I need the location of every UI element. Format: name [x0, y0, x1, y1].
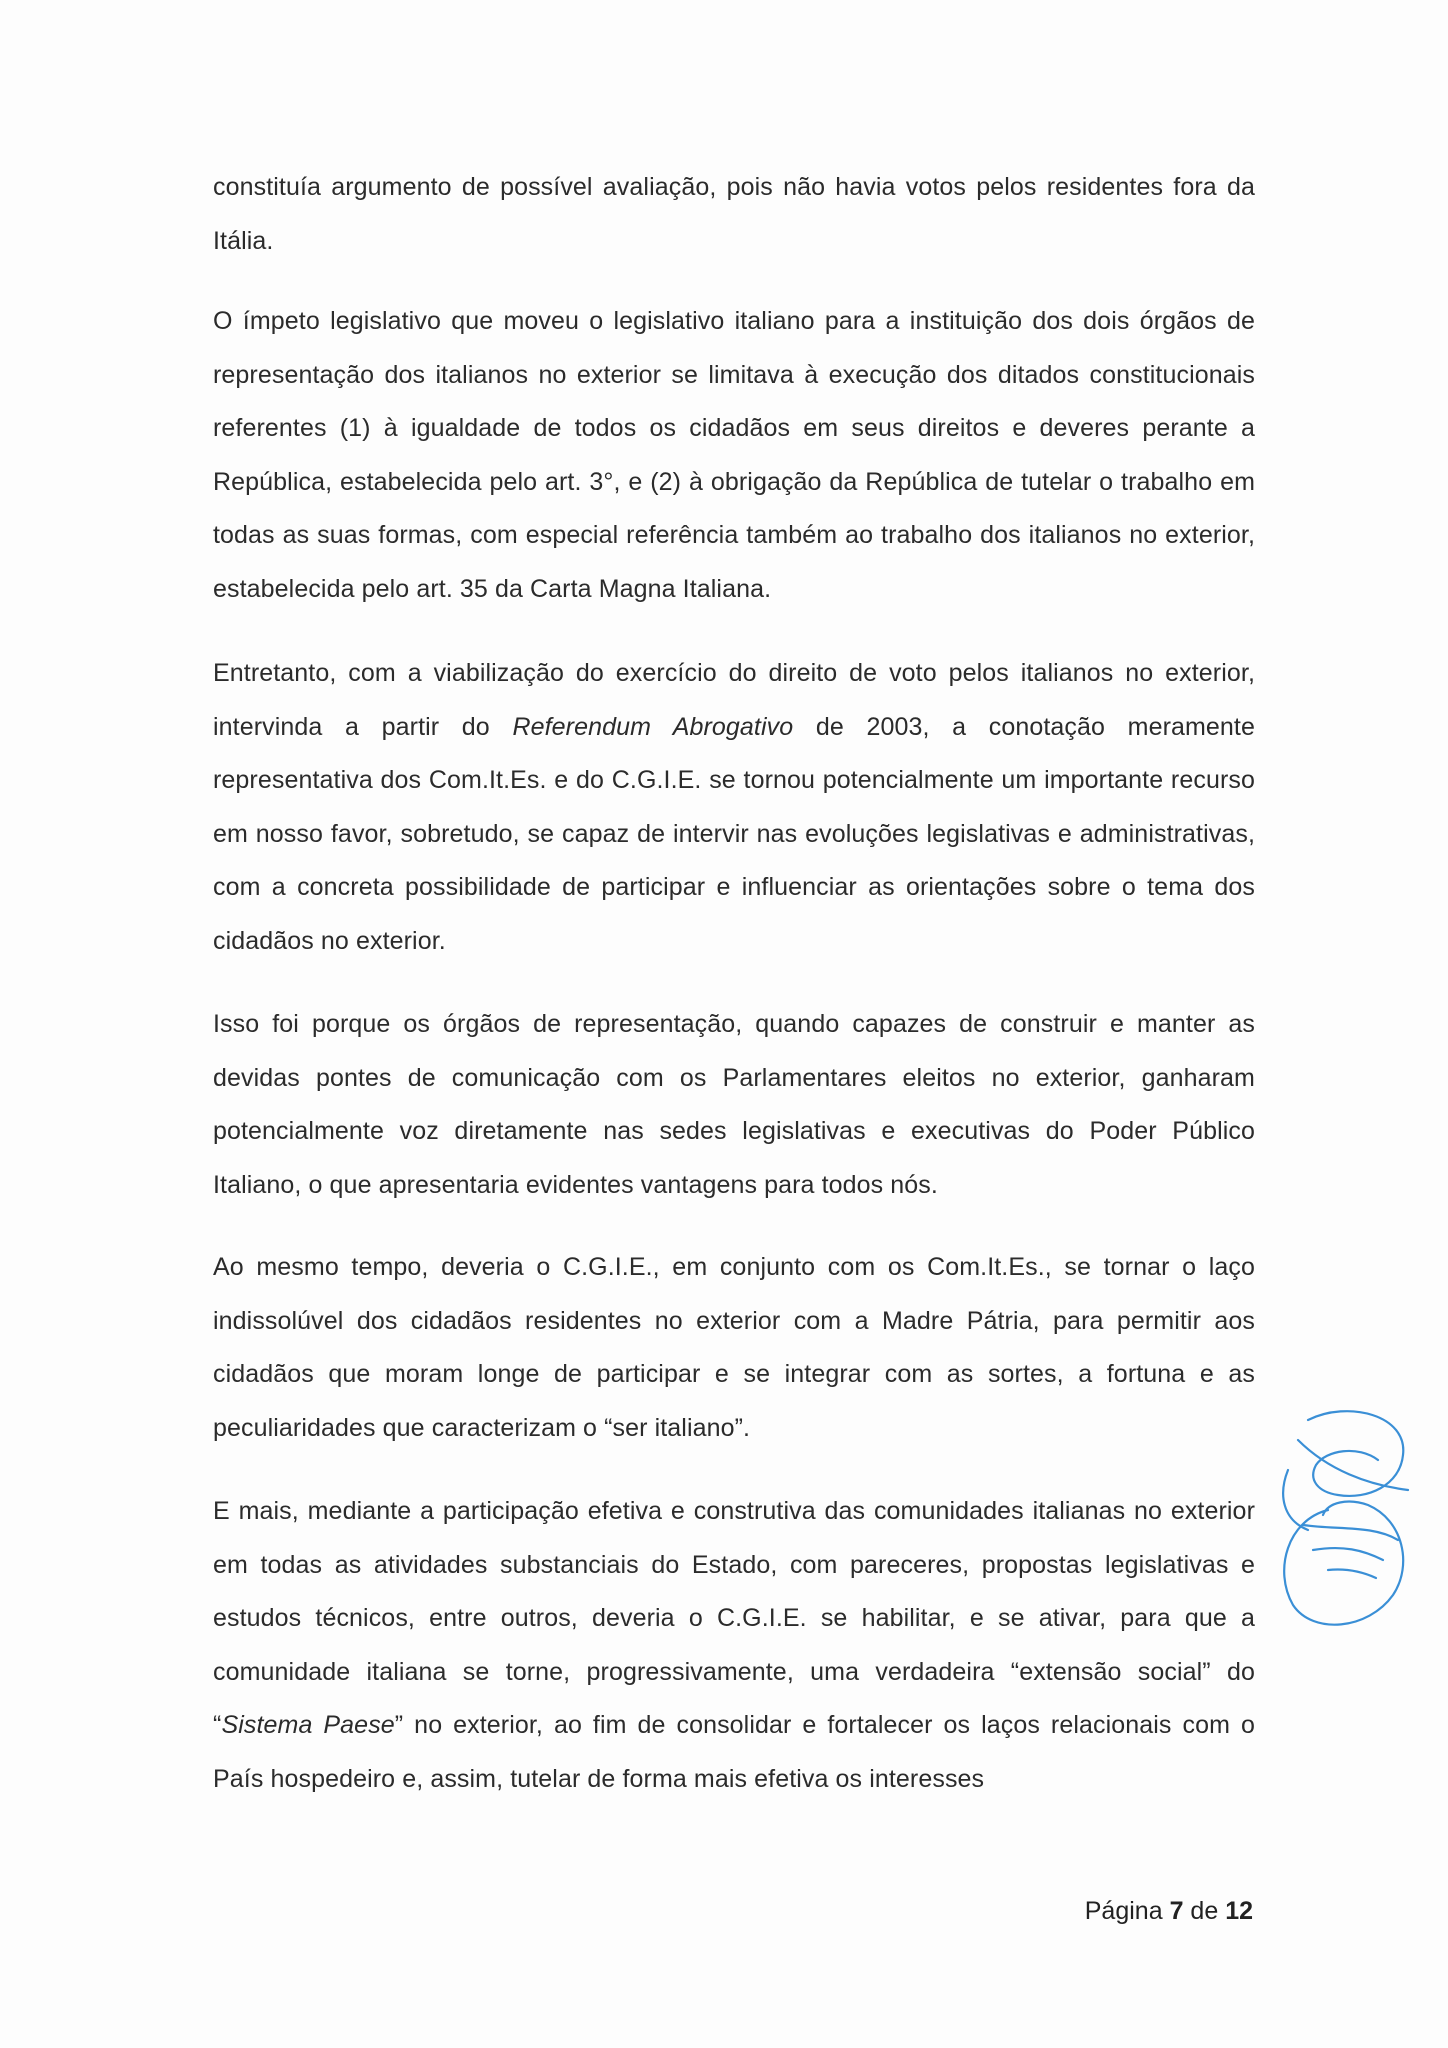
paragraph-3 [213, 647, 1255, 968]
page-footer [1085, 1891, 1253, 1931]
paragraph-3-text-b: de 2003, a conotação meramente representativa dos Com.It.Es. e do C.G.I.E. se tornou potencialmente um importante recurso em nosso favor, sobretudo, se capaz de intervir nas evoluções legislativas e administrativas, com a concreta possibilidade de participar e influenciar as orientações sobre o tema dos cidadãos no exterior. [213, 712, 1255, 955]
footer-de-label: de [1190, 1897, 1219, 1925]
paragraph-5 [213, 1241, 1255, 1455]
paragraph-6-text-a: E mais, mediante a participação efetiva e construtiva das comunidades italianas no exterior em todas as atividades substanciais do Estado, com pareceres, propostas legislativas e estudos técnicos, entre outros, deveria o C.G.I.E. se habilitar, e se ativar, para que a comunidade italiana se torne, progressivamente, uma verdadeira “extensão social” do “ [213, 1497, 1255, 1739]
paragraph-6-text-b: ” no exterior, ao fim de consolidar e fortalecer os laços relacionais com o País hospedeiro e, assim, tutelar de forma mais efetiva os interesses [213, 1711, 1255, 1793]
paragraph-6 [213, 1485, 1255, 1806]
paragraph-1 [213, 161, 1255, 268]
footer-pagina-label: Página [1084, 1897, 1163, 1925]
paragraph-4 [213, 998, 1255, 1212]
handwritten-signature [1268, 1400, 1418, 1635]
paragraph-5-text: Ao mesmo tempo, deveria o C.G.I.E., em conjunto com os Com.It.Es., se tornar o laço indissolúvel dos cidadãos residentes no exterior com a Madre Pátria, para permitir aos cidadãos que moram longe de participar e se integrar com as sortes, a fortuna e as peculiaridades que caracterizam o “ser italiano”. [213, 1253, 1255, 1442]
paragraph-6-italic: Sistema Paese [221, 1711, 395, 1739]
paragraph-1-text: constituía argumento de possível avaliação, pois não havia votos pelos residentes fora da Itália. [213, 173, 1255, 255]
footer-page-number: 7 [1169, 1897, 1184, 1925]
paragraph-3-italic: Referendum Abrogativo [512, 712, 794, 741]
footer-total-pages: 12 [1225, 1897, 1253, 1925]
paragraph-3-text-a: Entretanto, com a viabilização do exercício do direito de voto pelos italianos no exterior, intervinda a partir do [213, 659, 1255, 741]
paragraph-2-text: O ímpeto legislativo que moveu o legislativo italiano para a instituição dos dois órgãos de representação dos italianos no exterior se limitava à execução dos ditados constitucionais referentes (1) à igualdade de todos os cidadãos em seus direitos e deveres perante a República, estabelecida pelo art. 3°, e (2) à obrigação da República de tutelar o trabalho em todas as suas formas, com especial referência também ao trabalho dos italianos no exterior, estabelecida pelo art. 35 da Carta Magna Italiana. [213, 307, 1255, 603]
paragraph-4-text: Isso foi porque os órgãos de representação, quando capazes de construir e manter as devidas pontes de comunicação com os Parlamentares eleitos no exterior, ganharam potencialmente voz diretamente nas sedes legislativas e executivas do Poder Público Italiano, o que apresentaria evidentes vantagens para todos nós. [213, 1010, 1255, 1199]
paragraph-2 [213, 295, 1255, 616]
